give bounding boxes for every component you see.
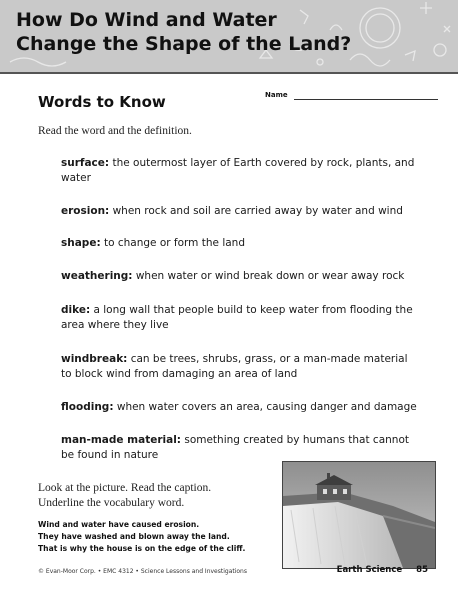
footer-subject-page [323, 565, 428, 575]
vocabulary-term: erosion: [61, 205, 110, 217]
vocabulary-item-weathering [61, 269, 421, 284]
vocabulary-term: man-made material: [61, 434, 182, 446]
vocabulary-item-dike [61, 303, 421, 333]
vocabulary-definition: to change or form the land [100, 237, 245, 249]
picture-instruction-line-2: Underline the vocabulary word. [38, 497, 185, 509]
page-header [0, 0, 458, 72]
instruction-text: Read the word and the definition. [38, 125, 192, 137]
vocabulary-definition: when rock and soil are carried away by water and wind [109, 205, 403, 217]
caption-line-1: Wind and water have caused erosion. [38, 520, 200, 529]
footer-copyright: © Evan-Moor Corp. • EMC 4312 • Science Lessons and Investigations [38, 568, 247, 575]
vocabulary-definition: something created by humans that cannot be found in nature [61, 434, 409, 461]
vocabulary-item-surface [61, 156, 421, 186]
vocabulary-item-shape [61, 236, 421, 251]
cliff-house-photo [282, 461, 436, 569]
vocabulary-item-flooding [61, 400, 421, 415]
vocabulary-term: weathering: [61, 270, 133, 282]
vocabulary-definition: the outermost layer of Earth covered by rock, plants, and water [61, 157, 415, 184]
footer-subject: Earth Science [336, 565, 403, 575]
name-label: Name [265, 91, 288, 99]
name-write-line[interactable] [294, 99, 438, 100]
vocabulary-item-windbreak [61, 352, 421, 382]
vocabulary-definition: when water or wind break down or wear away rock [132, 270, 405, 282]
caption-line-2: They have washed and blown away the land. [38, 532, 230, 541]
vocabulary-item-erosion [61, 204, 421, 219]
header-divider [0, 72, 458, 74]
vocabulary-definition: when water covers an area, causing danger and damage [113, 401, 417, 413]
section-title: Words to Know [38, 93, 166, 111]
cliff-house-illustration [283, 462, 435, 568]
photo-caption [38, 519, 298, 555]
vocabulary-definition: can be trees, shrubs, grass, or a man-made material to block wind from damaging an area of land [61, 353, 408, 380]
page-title-line-1: How Do Wind and Water [16, 9, 277, 31]
vocabulary-definition: a long wall that people build to keep water from flooding the area where they live [61, 304, 413, 331]
page-number: 85 [416, 565, 428, 575]
vocabulary-term: dike: [61, 304, 91, 316]
vocabulary-term: flooding: [61, 401, 114, 413]
page-title-line-2: Change the Shape of the Land? [16, 33, 352, 55]
picture-instruction-line-1: Look at the picture. Read the caption. [38, 482, 212, 494]
vocabulary-term: windbreak: [61, 353, 128, 365]
caption-line-3: That is why the house is on the edge of the cliff. [38, 544, 246, 553]
vocabulary-term: shape: [61, 237, 101, 249]
vocabulary-term: surface: [61, 157, 110, 169]
page-title [16, 8, 351, 56]
vocabulary-item-man-made-material [61, 433, 421, 463]
picture-instructions [38, 481, 268, 511]
